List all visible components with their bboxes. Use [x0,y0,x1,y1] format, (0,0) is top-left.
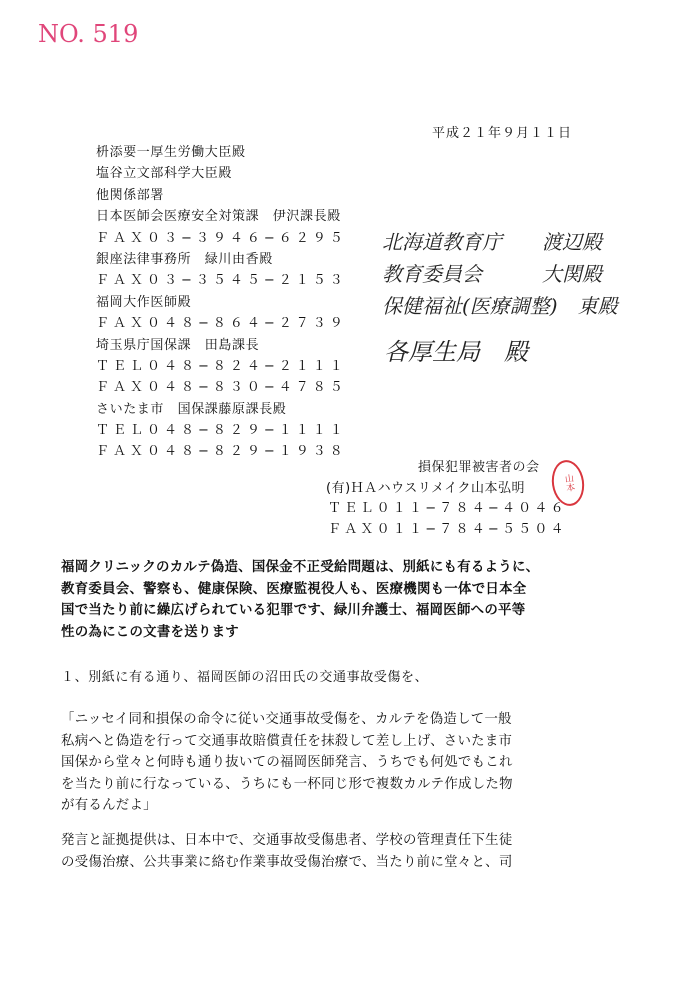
sender-fax: ＦＡＸ０１１−７８４−５５０４ [328,521,567,537]
recipient-line: 塩谷立文部科学大臣殿 [96,166,233,182]
paragraph-line: を当たり前に行なっている、うちにも一杯同じ形で複数カルテ作成した物 [61,776,513,792]
sender-organization: 損保犯罪被害者の会 [418,460,540,475]
recipient-line: 銀座法律事務所 緑川由香殿 [96,251,273,267]
recipient-line: 日本医師会医療安全対策課 伊沢課長殿 [96,209,341,225]
recipient-line: 他関係部署 [96,187,165,203]
recipient-line: 埼玉県庁国保課 田島課長 [96,337,260,353]
document-date: 平成２１年９月１１日 [432,126,573,141]
paragraph-line: の受傷治療、公共事業に絡む作業事故受傷治療で、当たり前に堂々と、司 [61,854,513,870]
closing-paragraph [61,830,621,873]
recipient-tel: ＴＥＬ０４８−８２４−２１１１ [96,358,347,374]
recipient-list [96,142,347,463]
paragraph-line: 性の為にこの文書を送ります [61,624,239,640]
paragraph-line: 福岡クリニックのカルテ偽造、国保金不正受給問題は、別紙にも有るように、 [61,560,540,575]
recipient-line: さいたま市 国保課藤原課長殿 [96,401,287,417]
paragraph-line: 私病へと偽造を行って交通事故賠償責任を抹殺して差し上げ、さいたま市 [61,733,513,749]
recipient-fax: ＦＡＸ０４８−８６４−２７３９ [96,316,347,332]
recipient-fax: ＦＡＸ０４８−８３０−４７８５ [96,380,347,396]
recipient-line: 枡添要一厚生労働大臣殿 [96,145,246,160]
intro-paragraph [61,557,621,643]
paragraph-line: 発言と証拠提供は、日本中で、交通事故受傷患者、学校の管理責任下生徒 [61,833,513,848]
handwritten-line: 北海道教育庁 渡辺殿 [382,230,602,254]
document-number: NO. 519 [38,20,139,48]
recipient-fax: ＦＡＸ０４８−８２９−１９３８ [96,444,347,460]
seal-stamp: 山本 [549,458,587,508]
sender-tel: ＴＥＬ０１１−７８４−４０４６ [328,501,567,516]
paragraph-line: 「ニッセイ同和損保の命令に従い交通事故受傷を、カルテを偽造して一般 [61,712,512,727]
recipient-line: 福岡大作医師殿 [96,294,192,310]
handwritten-recipients [382,226,618,368]
handwritten-line: 教育委員会 大関殿 [382,262,602,286]
sender-block [326,458,567,540]
paragraph-line: 国保から堂々と何時も通り抜いての福岡医師発言、うちでも何処でもこれ [61,755,513,771]
handwritten-line: 保健福祉(医療調整) 東殿 [382,294,618,318]
paragraph-line: 教育委員会、警察も、健康保険、医療監視役人も、医療機関も一体で日本全 [61,581,527,597]
sender-name: (有)ＨＡハウスリメイク山本弘明 [326,480,525,496]
recipient-fax: ＦＡＸ０３−３９４６−６２９５ [96,230,347,246]
recipient-tel: ＴＥＬ０４８−８２９−１１１１ [96,423,347,439]
paragraph-line: 国で当たり前に繰広げられている犯罪です、緑川弁護士、福岡医師への平等 [61,603,526,619]
handwritten-line: 各厚生局 殿 [384,338,528,366]
recipient-fax: ＦＡＸ０３−３５４５−２１５３ [96,273,347,289]
quote-paragraph [61,709,621,817]
item-1: １、別紙に有る通り、福岡医師の沼田氏の交通事故受傷を、 [61,670,429,685]
paragraph-line: が有るんだよ」 [61,798,157,814]
